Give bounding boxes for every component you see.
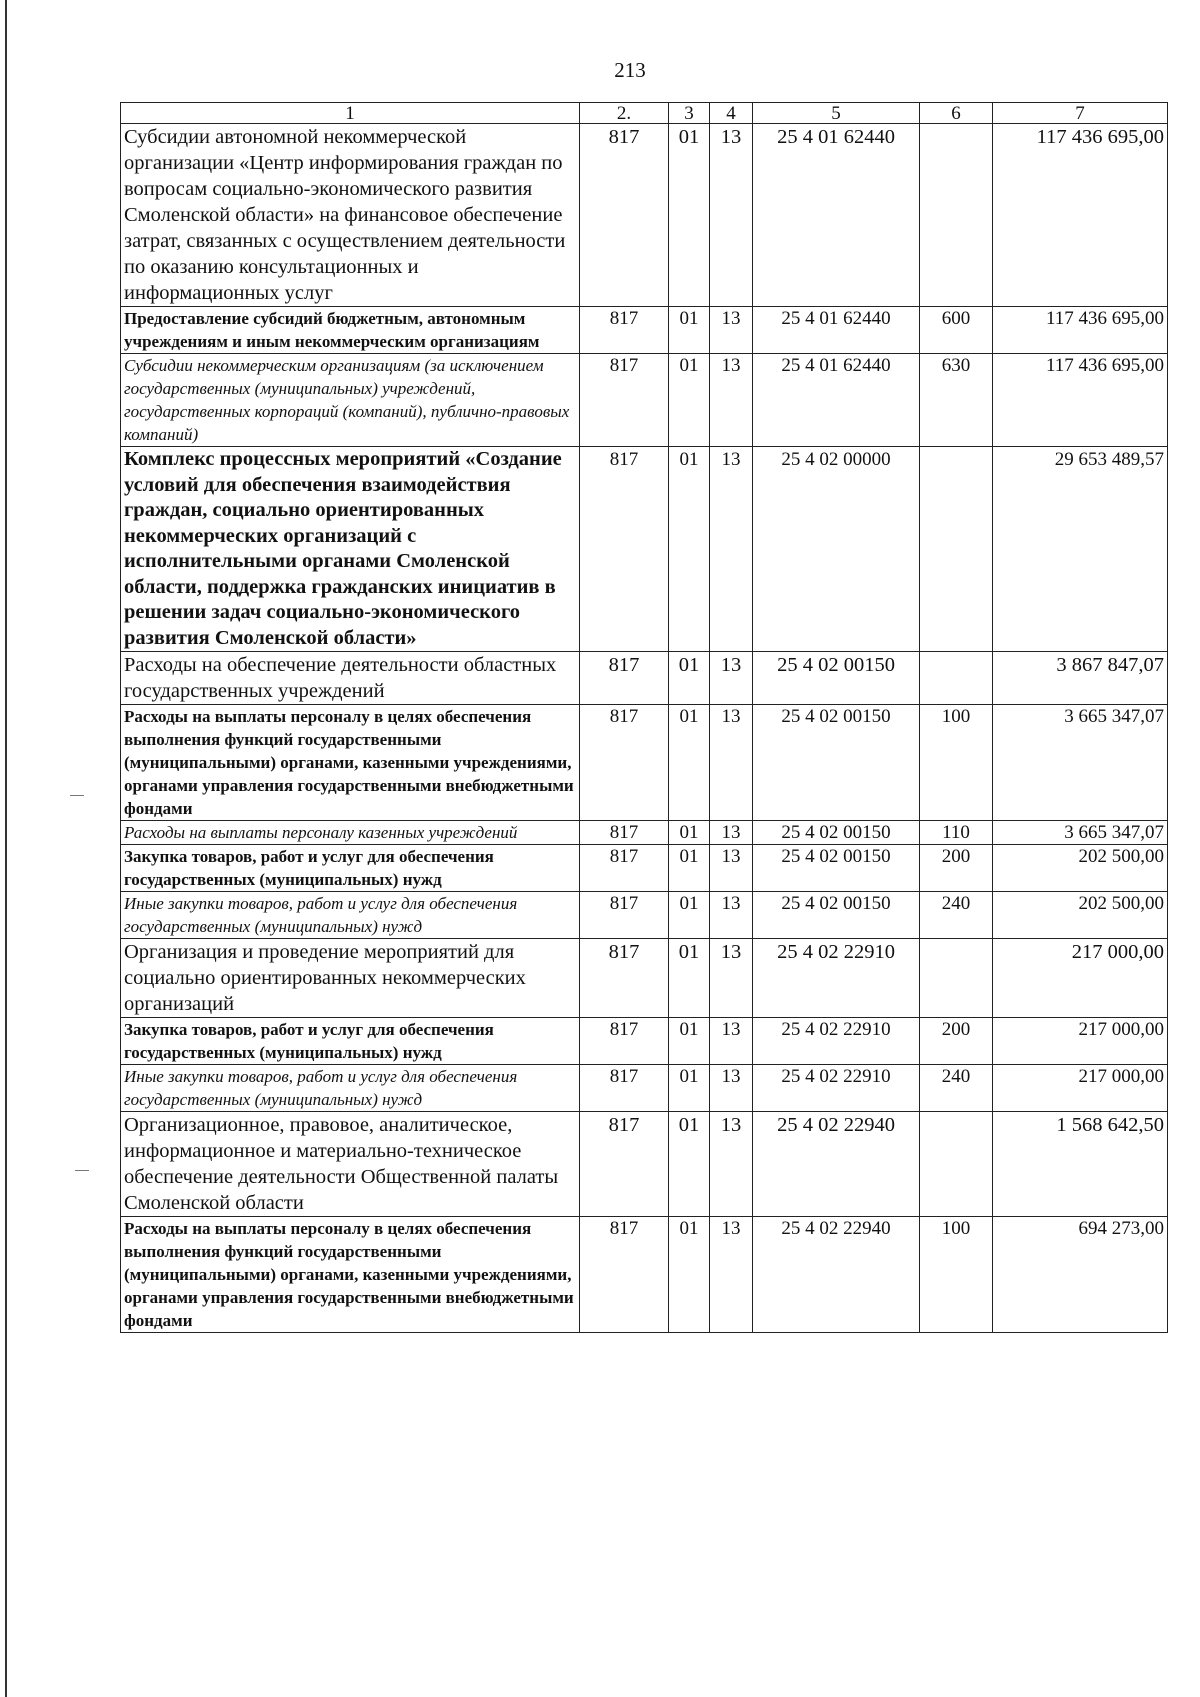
section-code-cell: 01 — [669, 1065, 710, 1112]
expense-type-code-cell: 200 — [920, 1018, 993, 1065]
expense-name-cell: Закупка товаров, работ и услуг для обеспечения государственных (муниципальных) нужд — [121, 1018, 580, 1065]
expense-type-code-cell: 110 — [920, 821, 993, 845]
ministry-code-cell: 817 — [580, 124, 669, 307]
target-article-code-cell: 25 4 01 62440 — [753, 124, 920, 307]
column-number: 2. — [580, 103, 669, 124]
table-row — [121, 892, 1168, 939]
subsection-code-cell: 13 — [710, 1065, 753, 1112]
amount-cell: 3 867 847,07 — [993, 652, 1168, 705]
section-code-cell: 01 — [669, 354, 710, 447]
subsection-code-cell: 13 — [710, 939, 753, 1018]
subsection-code-cell: 13 — [710, 354, 753, 447]
target-article-code-cell: 25 4 02 00000 — [753, 447, 920, 652]
expense-type-code-cell — [920, 124, 993, 307]
column-number: 4 — [710, 103, 753, 124]
expense-type-code-cell: 240 — [920, 892, 993, 939]
table-row — [121, 124, 1168, 307]
subsection-code-cell: 13 — [710, 652, 753, 705]
ministry-code-cell: 817 — [580, 705, 669, 821]
expense-name-cell: Предоставление субсидий бюджетным, автономным учреждениям и иным некоммерческим организациям — [121, 307, 580, 354]
amount-cell: 217 000,00 — [993, 1018, 1168, 1065]
target-article-code-cell: 25 4 01 62440 — [753, 354, 920, 447]
table-row — [121, 447, 1168, 652]
table-row — [121, 1018, 1168, 1065]
expense-name-cell: Субсидии автономной некоммерческой организации «Центр информирования граждан по вопросам социально-экономического развития Смоленской области» на финансовое обеспечение затрат, связанных с осуществлением деятельности по оказанию консультационных и информационных услуг — [121, 124, 580, 307]
ministry-code-cell: 817 — [580, 892, 669, 939]
subsection-code-cell: 13 — [710, 845, 753, 892]
target-article-code-cell: 25 4 02 22940 — [753, 1112, 920, 1217]
expense-type-code-cell — [920, 1112, 993, 1217]
page-number: 213 — [614, 58, 646, 82]
ministry-code-cell: 817 — [580, 447, 669, 652]
amount-cell: 217 000,00 — [993, 1065, 1168, 1112]
table-body — [121, 124, 1168, 1333]
subsection-code-cell: 13 — [710, 1112, 753, 1217]
expense-name-cell: Расходы на обеспечение деятельности областных государственных учреждений — [121, 652, 580, 705]
section-code-cell: 01 — [669, 1112, 710, 1217]
amount-cell: 117 436 695,00 — [993, 307, 1168, 354]
budget-table — [120, 102, 1168, 1333]
expense-type-code-cell — [920, 652, 993, 705]
subsection-code-cell: 13 — [710, 821, 753, 845]
column-number: 7 — [993, 103, 1168, 124]
expense-name-cell: Комплекс процессных мероприятий «Создание условий для обеспечения взаимодействия граждан, социально ориентированных некоммерческих организаций с исполнительными органами Смоленской области, поддержка гражданских инициатив в решении задач социально-экономического развития Смоленской области» — [121, 447, 580, 652]
expense-type-code-cell: 100 — [920, 1217, 993, 1333]
table-row — [121, 821, 1168, 845]
expense-name-cell: Иные закупки товаров, работ и услуг для обеспечения государственных (муниципальных) нужд — [121, 1065, 580, 1112]
subsection-code-cell: 13 — [710, 892, 753, 939]
scan-mark — [70, 795, 84, 796]
expense-name-cell: Расходы на выплаты персоналу в целях обеспечения выполнения функций государственными (муниципальными) органами, казенными учреждениями, органами управления государственными внебюджетными фондами — [121, 1217, 580, 1333]
subsection-code-cell: 13 — [710, 307, 753, 354]
section-code-cell: 01 — [669, 307, 710, 354]
amount-cell: 694 273,00 — [993, 1217, 1168, 1333]
column-number: 6 — [920, 103, 993, 124]
expense-type-code-cell: 100 — [920, 705, 993, 821]
expense-name-cell: Расходы на выплаты персоналу в целях обеспечения выполнения функций государственными (муниципальными) органами, казенными учреждениями, органами управления государственными внебюджетными фондами — [121, 705, 580, 821]
expense-type-code-cell: 630 — [920, 354, 993, 447]
section-code-cell: 01 — [669, 652, 710, 705]
ministry-code-cell: 817 — [580, 1018, 669, 1065]
ministry-code-cell: 817 — [580, 652, 669, 705]
target-article-code-cell: 25 4 02 00150 — [753, 892, 920, 939]
section-code-cell: 01 — [669, 892, 710, 939]
amount-cell: 117 436 695,00 — [993, 354, 1168, 447]
target-article-code-cell: 25 4 02 22910 — [753, 939, 920, 1018]
target-article-code-cell: 25 4 02 00150 — [753, 845, 920, 892]
expense-name-cell: Организационное, правовое, аналитическое, информационное и материально-техническое обеспечение деятельности Общественной палаты Смоленской области — [121, 1112, 580, 1217]
column-number: 1 — [121, 103, 580, 124]
expense-name-cell: Субсидии некоммерческим организациям (за исключением государственных (муниципальных) учреждений, государственных корпораций (компаний), публично-правовых компаний) — [121, 354, 580, 447]
scan-mark — [75, 1170, 89, 1171]
section-code-cell: 01 — [669, 1217, 710, 1333]
table-row — [121, 307, 1168, 354]
table-row — [121, 652, 1168, 705]
expense-name-cell: Иные закупки товаров, работ и услуг для обеспечения государственных (муниципальных) нужд — [121, 892, 580, 939]
ministry-code-cell: 817 — [580, 307, 669, 354]
column-number: 3 — [669, 103, 710, 124]
subsection-code-cell: 13 — [710, 1018, 753, 1065]
amount-cell: 3 665 347,07 — [993, 821, 1168, 845]
section-code-cell: 01 — [669, 1018, 710, 1065]
subsection-code-cell: 13 — [710, 705, 753, 821]
target-article-code-cell: 25 4 01 62440 — [753, 307, 920, 354]
expense-type-code-cell: 240 — [920, 1065, 993, 1112]
table-row — [121, 845, 1168, 892]
target-article-code-cell: 25 4 02 22940 — [753, 1217, 920, 1333]
target-article-code-cell: 25 4 02 22910 — [753, 1065, 920, 1112]
section-code-cell: 01 — [669, 821, 710, 845]
expense-name-cell: Закупка товаров, работ и услуг для обеспечения государственных (муниципальных) нужд — [121, 845, 580, 892]
subsection-code-cell: 13 — [710, 447, 753, 652]
column-number: 5 — [753, 103, 920, 124]
expense-type-code-cell — [920, 939, 993, 1018]
table-row — [121, 705, 1168, 821]
expense-name-cell: Организация и проведение мероприятий для социально ориентированных некоммерческих организаций — [121, 939, 580, 1018]
ministry-code-cell: 817 — [580, 354, 669, 447]
table-row — [121, 1065, 1168, 1112]
amount-cell: 202 500,00 — [993, 845, 1168, 892]
amount-cell: 3 665 347,07 — [993, 705, 1168, 821]
target-article-code-cell: 25 4 02 22910 — [753, 1018, 920, 1065]
section-code-cell: 01 — [669, 124, 710, 307]
expense-name-cell: Расходы на выплаты персоналу казенных учреждений — [121, 821, 580, 845]
target-article-code-cell: 25 4 02 00150 — [753, 821, 920, 845]
amount-cell: 1 568 642,50 — [993, 1112, 1168, 1217]
ministry-code-cell: 817 — [580, 821, 669, 845]
ministry-code-cell: 817 — [580, 845, 669, 892]
scan-left-border — [5, 0, 7, 1697]
amount-cell: 202 500,00 — [993, 892, 1168, 939]
table-row — [121, 1217, 1168, 1333]
section-code-cell: 01 — [669, 939, 710, 1018]
amount-cell: 117 436 695,00 — [993, 124, 1168, 307]
subsection-code-cell: 13 — [710, 124, 753, 307]
ministry-code-cell: 817 — [580, 1112, 669, 1217]
table-row — [121, 1112, 1168, 1217]
section-code-cell: 01 — [669, 705, 710, 821]
section-code-cell: 01 — [669, 447, 710, 652]
subsection-code-cell: 13 — [710, 1217, 753, 1333]
table-row — [121, 354, 1168, 447]
ministry-code-cell: 817 — [580, 939, 669, 1018]
amount-cell: 217 000,00 — [993, 939, 1168, 1018]
amount-cell: 29 653 489,57 — [993, 447, 1168, 652]
target-article-code-cell: 25 4 02 00150 — [753, 705, 920, 821]
section-code-cell: 01 — [669, 845, 710, 892]
ministry-code-cell: 817 — [580, 1217, 669, 1333]
column-numbers-row — [121, 103, 1168, 124]
expense-type-code-cell: 600 — [920, 307, 993, 354]
expense-type-code-cell — [920, 447, 993, 652]
ministry-code-cell: 817 — [580, 1065, 669, 1112]
target-article-code-cell: 25 4 02 00150 — [753, 652, 920, 705]
table-row — [121, 939, 1168, 1018]
expense-type-code-cell: 200 — [920, 845, 993, 892]
